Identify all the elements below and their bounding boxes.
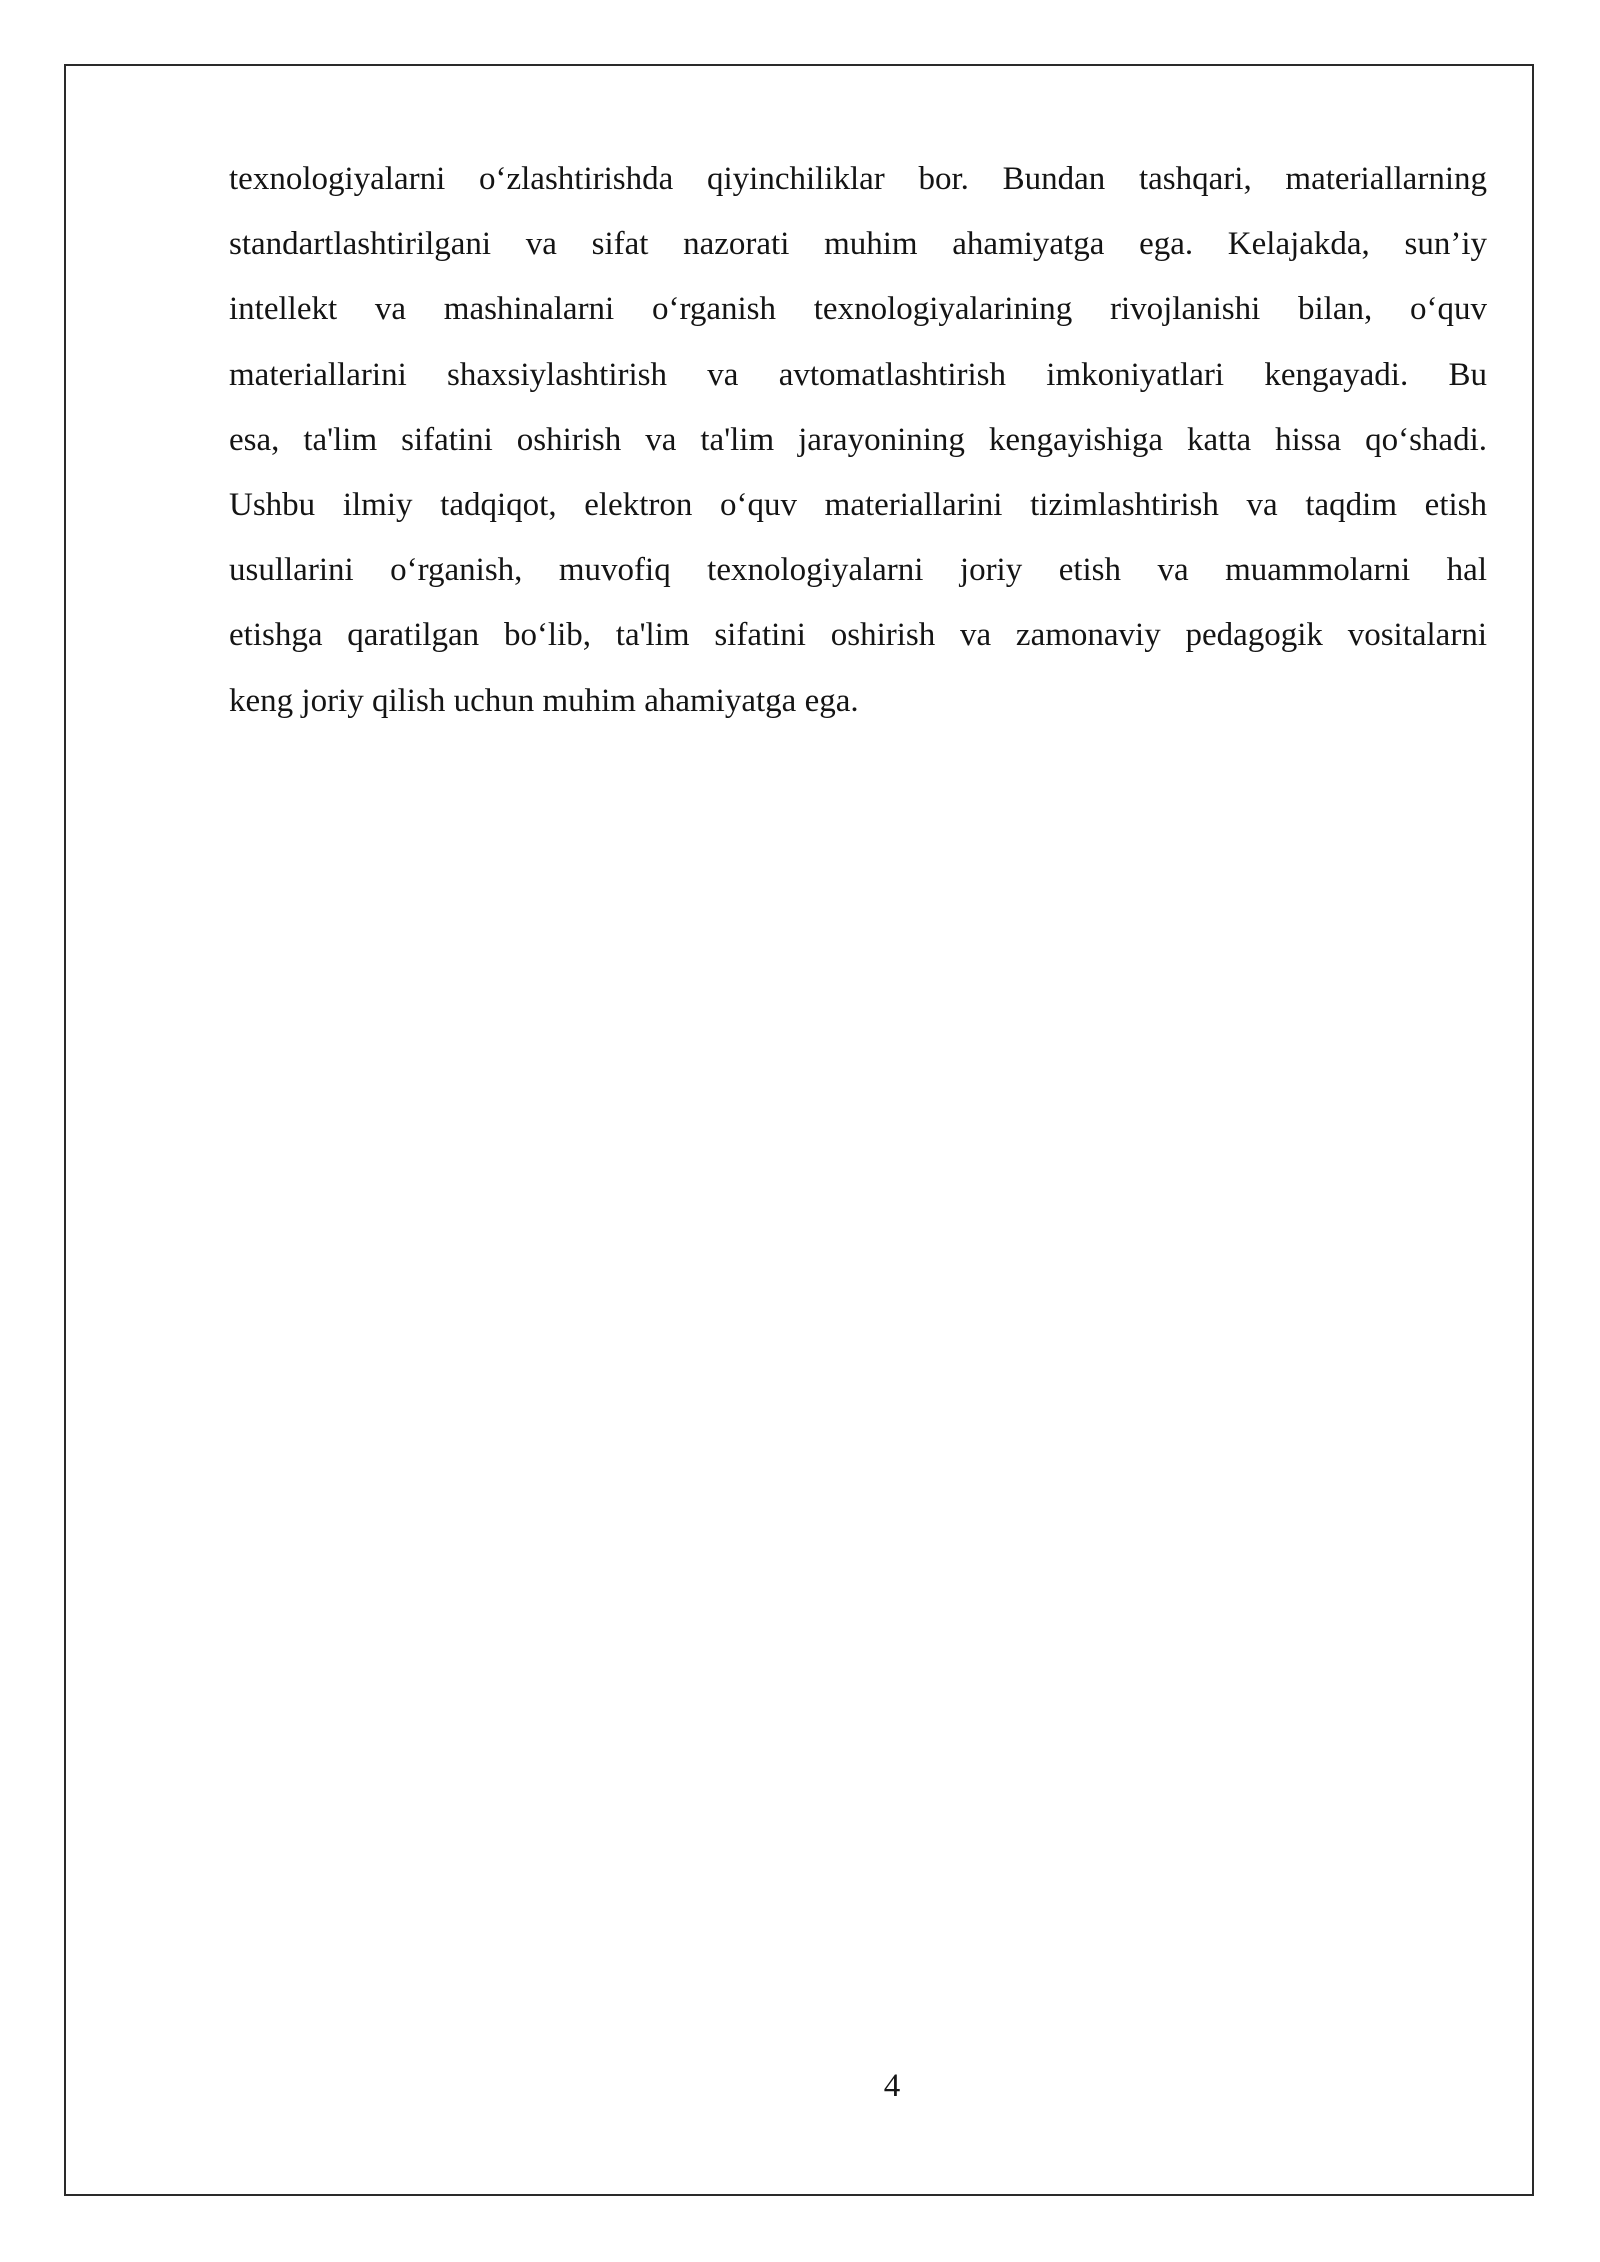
text-line: standartlashtirilgani va sifat nazorati muhim ahamiyatga ega. Kelajakda, sun’iy: [229, 226, 1487, 263]
text-line: esa, ta'lim sifatini oshirish va ta'lim jarayonining kengayishiga katta hissa qo‘shadi.: [229, 421, 1487, 458]
text-line: keng joriy qilish uchun muhim ahamiyatga ega.: [229, 682, 859, 719]
text-line: texnologiyalarni o‘zlashtirishda qiyinchiliklar bor. Bundan tashqari, materiallarning: [229, 161, 1487, 197]
text-line: materiallarini shaxsiylashtirish va avtomatlashtirish imkoniyatlari kengayadi. Bu: [229, 356, 1487, 393]
page-number: 4: [883, 2068, 901, 2104]
text-line: etishga qaratilgan bo‘lib, ta'lim sifatini oshirish va zamonaviy pedagogik vositalarni: [229, 617, 1487, 654]
body-paragraph: [229, 147, 1487, 734]
text-line: intellekt va mashinalarni o‘rganish texnologiyalarining rivojlanishi bilan, o‘quv: [229, 291, 1487, 328]
text-line: usullarini o‘rganish, muvofiq texnologiyalarni joriy etish va muammolarni hal: [229, 552, 1487, 589]
text-line: Ushbu ilmiy tadqiqot, elektron o‘quv materiallarini tizimlashtirish va taqdim etish: [229, 487, 1487, 524]
